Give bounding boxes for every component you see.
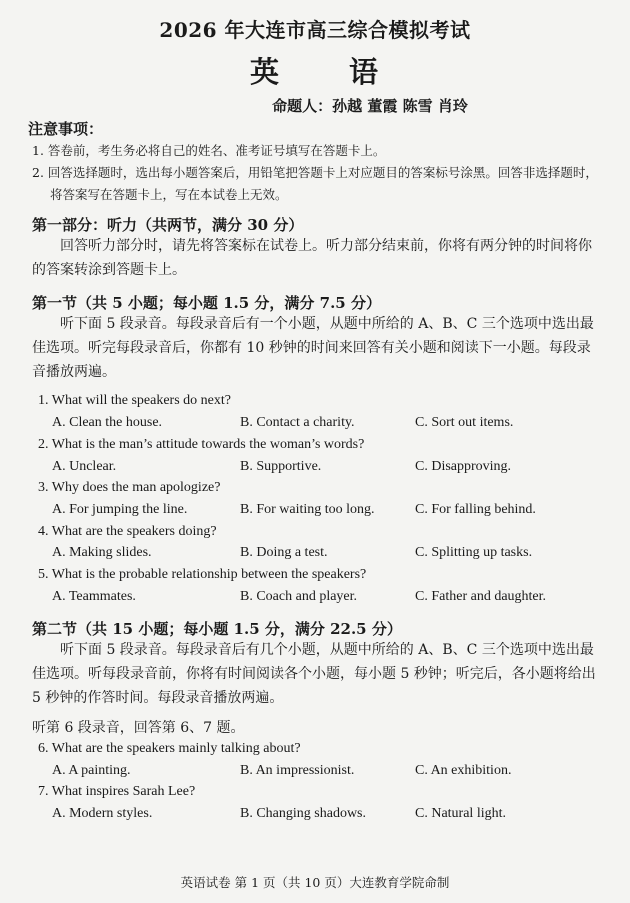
q6-option-c: C. An exhibition. [415, 763, 512, 778]
question-3: 3. Why does the man apologize? [38, 480, 221, 495]
q2-option-b: B. Supportive. [240, 459, 322, 474]
q2-option-a: A. Unclear. [52, 459, 117, 474]
notice-item-2-line-1: 2. 回答选择题时，选出每小题答案后，用铅笔把答题卡上对应题目的答案标号涂黑。回答非选择题时， [32, 165, 598, 180]
section2-heading: 第二节（共 15 小题；每小题 1.5 分，满分 22.5 分） [32, 620, 402, 638]
question-4: 4. What are the speakers doing? [38, 524, 217, 539]
q7-option-c: C. Natural light. [415, 806, 506, 821]
question-5: 5. What is the probable relationship between the speakers? [38, 567, 367, 582]
section2-instruction: 听下面 5 段录音。每段录音后有几个小题，从题中所给的 A、B、C 三个选项中选出最佳选项。听每段录音前，你将有时间阅读各个小题，每小题 5 秒钟；听完后，各小题将给出 5 秒钟的作答时间。每段录音播放两遍。 [32, 642, 596, 706]
question-7: 7. What inspires Sarah Lee? [38, 784, 196, 799]
q1-option-a: A. Clean the house. [52, 415, 163, 430]
q2-option-c: C. Disapproving. [415, 459, 512, 474]
q1-option-b: B. Contact a charity. [240, 415, 355, 430]
subject-title: 英 语 [249, 55, 409, 89]
q6-option-b: B. An impressionist. [240, 763, 355, 778]
q5-option-c: C. Father and daughter. [415, 589, 547, 604]
q6-option-a: A. A painting. [52, 763, 131, 778]
q1-option-c: C. Sort out items. [415, 415, 514, 430]
q3-option-b: B. For waiting too long. [240, 502, 375, 517]
q5-option-b: B. Coach and player. [240, 589, 358, 604]
exam-title: 2026 年大连市高三综合模拟考试 [159, 18, 471, 42]
q3-option-a: A. For jumping the line. [52, 502, 188, 517]
section2-prompt: 听第 6 段录音，回答第 6、7 题。 [32, 720, 245, 736]
question-2: 2. What is the man’s attitude towards the woman’s words? [38, 437, 365, 452]
part1-instruction: 回答听力部分时，请先将答案标在试卷上。听力部分结束前，你将有两分钟的时间将你的答案转涂到答题卡上。 [32, 238, 592, 278]
section1-instruction: 听下面 5 段录音。每段录音后有一个小题，从题中所给的 A、B、C 三个选项中选出最佳选项。听完每段录音后，你都有 10 秒钟的时间来回答有关小题和阅读下一小题。每段录音播放两遍。 [32, 316, 594, 380]
q4-option-a: A. Making slides. [52, 545, 152, 560]
question-6: 6. What are the speakers mainly talking about? [38, 741, 301, 756]
part1-heading: 第一部分：听力（共两节，满分 30 分） [32, 216, 304, 234]
q5-option-a: A. Teammates. [52, 589, 136, 604]
q4-option-c: C. Splitting up tasks. [415, 545, 533, 560]
question-1: 1. What will the speakers do next? [38, 393, 231, 408]
q7-option-a: A. Modern styles. [52, 806, 153, 821]
section1-heading: 第一节（共 5 小题；每小题 1.5 分，满分 7.5 分） [32, 294, 381, 312]
notice-item-2-line-2: 将答案写在答题卡上，写在本试卷上无效。 [50, 187, 288, 202]
page-footer: 英语试卷 第 1 页（共 10 页）大连教育学院命制 [180, 875, 450, 890]
q7-option-b: B. Changing shadows. [240, 806, 366, 821]
notice-title: 注意事项： [28, 120, 104, 138]
authors-line: 命题人：孙越 董霞 陈雪 肖玲 [272, 97, 468, 115]
q4-option-b: B. Doing a test. [240, 545, 328, 560]
notice-item-1: 1. 答卷前，考生务必将自己的姓名、准考证号填写在答题卡上。 [32, 143, 386, 158]
q3-option-c: C. For falling behind. [415, 502, 536, 517]
